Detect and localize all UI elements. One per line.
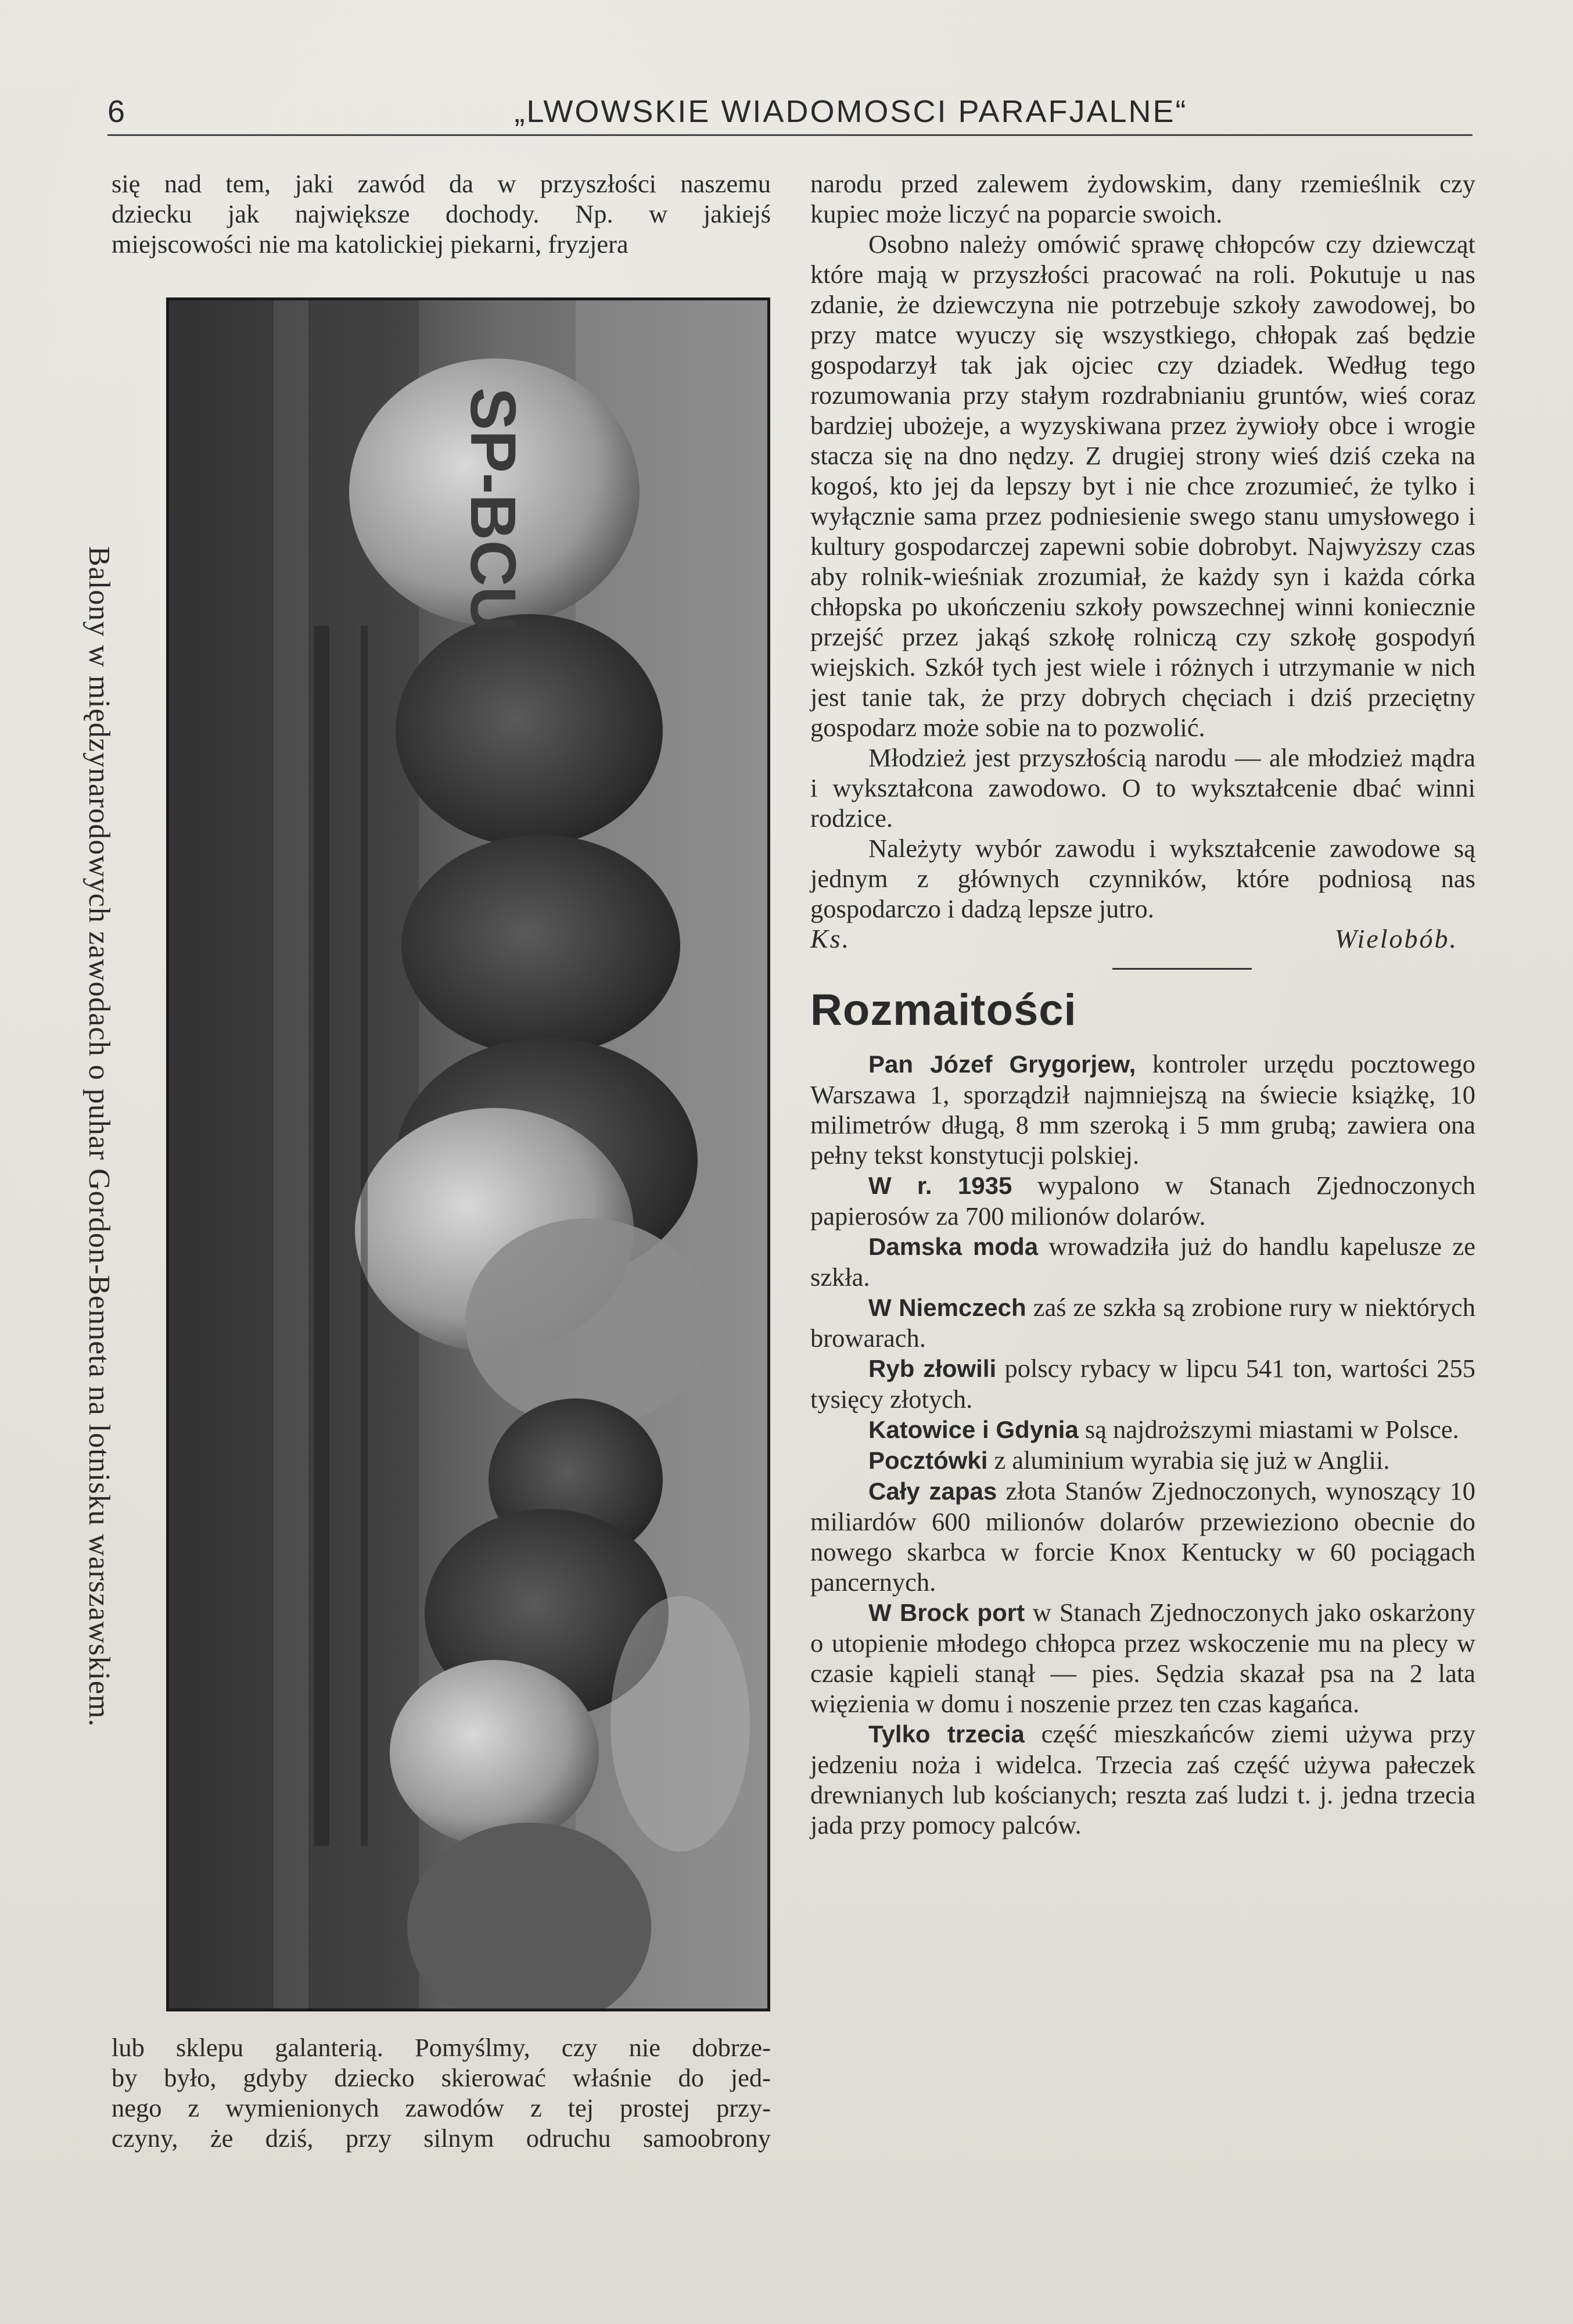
left-column-bottom-text: [112, 2032, 771, 2153]
news-item-lead: Pan Józef Grygorjew,: [868, 1050, 1136, 1078]
news-item: [810, 1231, 1475, 1292]
text-line: miejscowości nie ma katolickiej piekarni, fryzjera: [112, 229, 629, 259]
page-number: 6: [107, 94, 125, 129]
author-signature: Ks. Wielobób.: [810, 924, 1458, 953]
news-item: [810, 1719, 1475, 1840]
news-item: [810, 1476, 1475, 1597]
text-line: lub sklepu galanterią. Pomyślmy, czy nie dobrze-: [112, 2033, 771, 2062]
news-item: [810, 1049, 1475, 1170]
news-item-text: wrowadziła już do handlu kapelusze ze szkła.: [810, 1232, 1475, 1292]
text-line: nego z wymienionych zawodów z tej prostej przy-: [112, 2093, 771, 2122]
balloon: [401, 835, 680, 1056]
news-item-text: zaś ze szkła są zrobione rury w niektórych browarach.: [810, 1293, 1475, 1353]
news-item-text: wypalono w Stanach Zjednoczonych papierosów za 700 milionów dolarów.: [810, 1171, 1476, 1231]
news-item: [810, 1597, 1475, 1719]
news-item: [810, 1445, 1475, 1476]
news-item-text: złota Stanów Zjednoczonych, wynoszący 10 miliardów 600 milionów dolarów przewieziono obecnie do nowego skarbca w forcie Knox Kentucky w 60 pociągach pancernych.: [810, 1476, 1475, 1597]
photo-caption-text: Balony w międzynarodowych zawodach o puhar Gordon-Benneta na lotnisku warszawskiem.: [82, 546, 116, 1727]
balloon-photo-illustration: [169, 300, 767, 2009]
news-item-text: kontroler urzędu pocztowego Warszawa 1, sporządził najmniejszą na świecie książkę, 10 milimetrów długą, 8 mm szeroką i 5 mm grubą; zawiera ona pełny tekst konstytucji polskiej.: [810, 1049, 1475, 1170]
news-item-lead: Damska moda: [868, 1233, 1039, 1260]
news-item-lead: Pocztówki: [868, 1447, 988, 1474]
news-item: [810, 1170, 1475, 1231]
left-column-top-text: [112, 168, 771, 259]
news-item-lead: Tylko trzecia: [868, 1720, 1025, 1748]
balloon: [390, 1660, 599, 1846]
news-item-text: w Stanach Zjednoczonych jako oskarżony o utopienie młodego chłopca przez wskoczenie mu na plecy w czasie kąpieli stanął — pies. Sędzia skazał psa na 2 lata więzienia w domu i noszenie przez ten czas kagańca.: [810, 1598, 1476, 1718]
page-header: [107, 90, 1473, 136]
article-paragraph: narodu przed zalewem żydowskim, dany rzemieślnik czy kupiec może liczyć na poparcie swoich.: [810, 169, 1475, 228]
section-title: Rozmaitości: [810, 985, 1077, 1035]
news-item-lead: W r. 1935: [868, 1172, 1012, 1199]
news-item: [810, 1414, 1475, 1445]
news-item-text: z aluminium wyrabia się już w Anglii.: [987, 1446, 1390, 1475]
news-item-lead: Katowice i Gdynia: [868, 1416, 1079, 1443]
balloon: [465, 1218, 709, 1428]
news-item-lead: W Brock port: [868, 1599, 1025, 1626]
text-line: się nad tem, jaki zawód da w przyszłości naszemu: [112, 169, 771, 198]
article-paragraph: Młodzież jest przyszłością narodu — ale młodzież mądra i wykształcona zawodowo. O to wykształcenie dbać winni rodzice.: [810, 743, 1475, 833]
article-paragraph: Należyty wybór zawodu i wykształcenie zawodowe są jednym z głównych czynników, które podniosą nas gospodarczo i dadzą lepsze jutro.: [810, 834, 1475, 923]
article-paragraph: Osobno należy omówić sprawę chłopców czy dziewcząt które mają w przyszłości pracować na roli. Pokutuje u nas zdanie, że dziewczyna nie potrzebuje szkoły zawodowej, bo przy matce wyuczy się wszystkiego, chłopak zaś będzie gospodarzył tak jak ojciec czy dziadek. Według tego rozumowania przy stałym rozdrabnianiu gruntów, wieś coraz bardziej ubożeje, a wyzyskiwana przez żywioły obce i wrogie stacza się na dno nędzy. Z drugiej strony wieś dziś czeka na kogoś, kto jej da lepszy byt i nie chce zrozumieć, że tylko i wyłącznie sama przez podniesienie swego stanu umysłowego i kultury gospodarczej zapewni sobie dobrobyt. Najwyższy czas aby rolnik-wieśniak zrozumiał, że każdy syn i każda córka chłopska po ukończeniu szkoły powszechnej winni koniecznie przejść przez jakąś szkołę rolniczą czy szkołę gospodyń wiejskich. Szkół tych jest wiele i różnych i utrzymanie w nich jest tanie tak, że przy dobrych chęciach i dziś przeciętny gospodarz może sobie na to pozwolić.: [810, 229, 1475, 742]
news-item: [810, 1292, 1475, 1353]
balloon: [396, 614, 663, 847]
balloon-photo: [166, 297, 770, 2011]
right-column: [810, 168, 1475, 1840]
news-item-text: polscy rybacy w lipcu 541 ton, wartości 255 tysięcy złotych.: [810, 1354, 1476, 1414]
news-item-lead: Cały zapas: [868, 1477, 997, 1505]
section-divider: [1112, 968, 1252, 970]
news-item-lead: W Niemczech: [868, 1294, 1026, 1321]
news-item: [810, 1353, 1475, 1414]
text-line: by było, gdyby dziecko skierować właśnie do jed-: [112, 2063, 771, 2092]
news-item-text: są najdroższymi miastami w Polsce.: [1078, 1415, 1459, 1444]
news-item-lead: Ryb złowili: [868, 1355, 997, 1382]
text-line: czyny, że dziś, przy silnym odruchu samoobrony: [112, 2124, 771, 2153]
news-item-text: część mieszkańców ziemi używa przy jedzeniu noża i widelca. Trzecia zaś część używa pałeczek drewnianych lub kościanych; reszta zaś ludzi t. j. jedna trzecia jada przy pomocy palców.: [810, 1719, 1475, 1839]
text-line: dziecku jak największe dochody. Np. w jakiejś: [112, 199, 771, 228]
journal-title: „LWOWSKIE WIADOMOSCI PARAFJALNE“: [514, 94, 1188, 129]
balloon-marking-text: SP-BCU: [457, 388, 529, 633]
photo-caption: [76, 546, 116, 1911]
